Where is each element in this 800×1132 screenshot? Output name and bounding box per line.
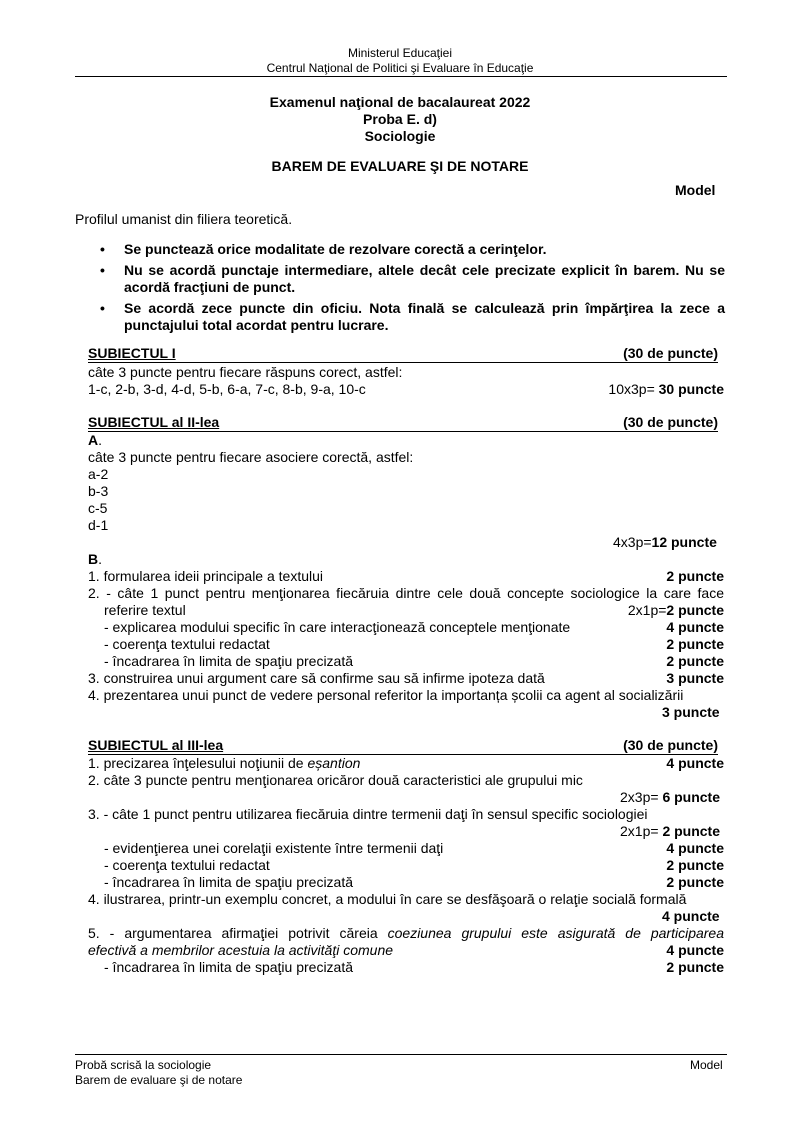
s2-b3-row: 3. construirea unui argument care să confirme sau să infirme ipoteza dată 3 puncte (88, 670, 724, 686)
s3-i3-text: 3. - câte 1 punct pentru utilizarea fiecăruia dintre termenii daţi în sensul specific sociologiei (88, 806, 648, 822)
s3-i2-score: 2x3p= 6 puncte (620, 789, 721, 805)
section-points: (30 de puncte) (623, 345, 718, 361)
s2-a-score: 4x3p=12 puncte (613, 534, 717, 550)
s2-b4-points: 3 puncte (662, 704, 720, 720)
s3-i5b-row: - încadrarea în limita de spaţiu precizată 2 puncte (104, 959, 724, 975)
rule-item: • Se acordă zece puncte din oficiu. Nota finală se calculează prin împărţirea la zece a punctajului total acordat pentru lucrare. (100, 300, 725, 333)
s2-a-item: c-5 (88, 500, 108, 516)
proba-title: Proba E. d) (363, 111, 437, 127)
footer-right: Model (690, 1058, 723, 1072)
s3-i3-score: 2x1p= 2 puncte (620, 823, 721, 839)
s2-a-item: b-3 (88, 483, 109, 499)
s3-i3a-row: - evidenţierea unei corelaţii existente între termenii daţi 4 puncte (104, 840, 724, 856)
subject-title: Sociologie (364, 128, 436, 144)
bullet-icon: • (100, 300, 105, 316)
footer-divider (75, 1054, 727, 1055)
rules-list (100, 241, 725, 338)
header-divider (75, 76, 727, 77)
s2-b2-line1: 2. - câte 1 punct pentru menţionarea fiecăruia dintre cele două concepte sociologice la care face (88, 585, 724, 601)
s2-b2-row: referire textul 2x1p=2 puncte (104, 602, 724, 618)
s2-a-intro: câte 3 puncte pentru fiecare asociere corectă, astfel: (88, 449, 414, 465)
s2-b1-row: 1. formularea ideii principale a textului 2 puncte (88, 568, 724, 584)
exam-title: Examenul naţional de bacalaureat 2022 (269, 94, 531, 110)
section-title: SUBIECTUL al II-lea (88, 414, 220, 430)
s1-intro: câte 3 puncte pentru fiecare răspuns corect, astfel: (88, 364, 403, 380)
s3-i3c-row: - încadrarea în limita de spaţiu precizată 2 puncte (104, 874, 724, 890)
s2-b2a-row: - explicarea modului specific în care interacţionează conceptele menţionate 4 puncte (104, 619, 724, 635)
s3-i4-text: 4. ilustrarea, printr-un exemplu concret, a modului în care se desfăşoară o relaţie socială formală (88, 891, 687, 907)
s2-b-label: B. (88, 551, 103, 567)
section-title: SUBIECTUL I (88, 345, 176, 361)
ministry-name: Ministerul Educaţiei (347, 46, 453, 60)
bullet-icon: • (100, 262, 105, 278)
s1-answers-row (88, 381, 724, 398)
profile-text: Profilul umanist din filiera teoretică. (75, 211, 293, 227)
footer-left-1: Probă scrisă la sociologie (75, 1058, 212, 1072)
s1-score: 10x3p= 30 puncte (608, 381, 724, 397)
footer-left-2: Barem de evaluare şi de notare (75, 1073, 243, 1087)
s2-b4-text: 4. prezentarea unui punct de vedere personal referitor la importanța școlii ca agent al socializării (88, 687, 684, 703)
s2-a-item: d-1 (88, 517, 109, 533)
section-header-s3 (88, 737, 718, 755)
s3-i1-row: 1. precizarea înţelesului noţiunii de eșantion 4 puncte (88, 755, 724, 771)
s1-answers: 1-c, 2-b, 3-d, 4-d, 5-b, 6-a, 7-c, 8-b, 9-a, 10-c (88, 381, 366, 397)
s2-b2b-row: - coerenţa textului redactat 2 puncte (104, 636, 724, 652)
rule-item: • Se punctează orice modalitate de rezolvare corectă a cerinţelor. (100, 241, 547, 257)
section-points: (30 de puncte) (623, 737, 718, 753)
section-header-s1 (88, 345, 718, 363)
s2-a-label: A. (88, 432, 103, 448)
s2-a-item: a-2 (88, 466, 109, 482)
section-title: SUBIECTUL al III-lea (88, 737, 224, 753)
s3-i4-points: 4 puncte (662, 908, 720, 924)
s3-i5-line2: efectivă a membrilor acestuia la activităţi comune 4 puncte (88, 942, 724, 958)
section-points: (30 de puncte) (623, 414, 718, 430)
model-label: Model (675, 182, 716, 198)
s3-i3b-row: - coerenţa textului redactat 2 puncte (104, 857, 724, 873)
rule-item: • Nu se acordă punctaje intermediare, altele decât cele precizate explicit în barem. Nu se acordă fracţiuni de punct. (100, 262, 725, 295)
bullet-icon: • (100, 241, 105, 257)
center-name: Centrul Naţional de Politici şi Evaluare în Educaţie (266, 61, 534, 75)
barem-title: BAREM DE EVALUARE ŞI DE NOTARE (271, 158, 529, 174)
s3-i2-text: 2. câte 3 puncte pentru menţionarea oricăror două caracteristici ale grupului mic (88, 772, 583, 788)
s2-b2c-row: - încadrarea în limita de spaţiu precizată 2 puncte (104, 653, 724, 669)
section-header-s2 (88, 414, 718, 432)
s3-i5-line1: 5. - argumentarea afirmaţiei potrivit căreia coeziunea grupului este asigurată de participarea (88, 925, 725, 941)
